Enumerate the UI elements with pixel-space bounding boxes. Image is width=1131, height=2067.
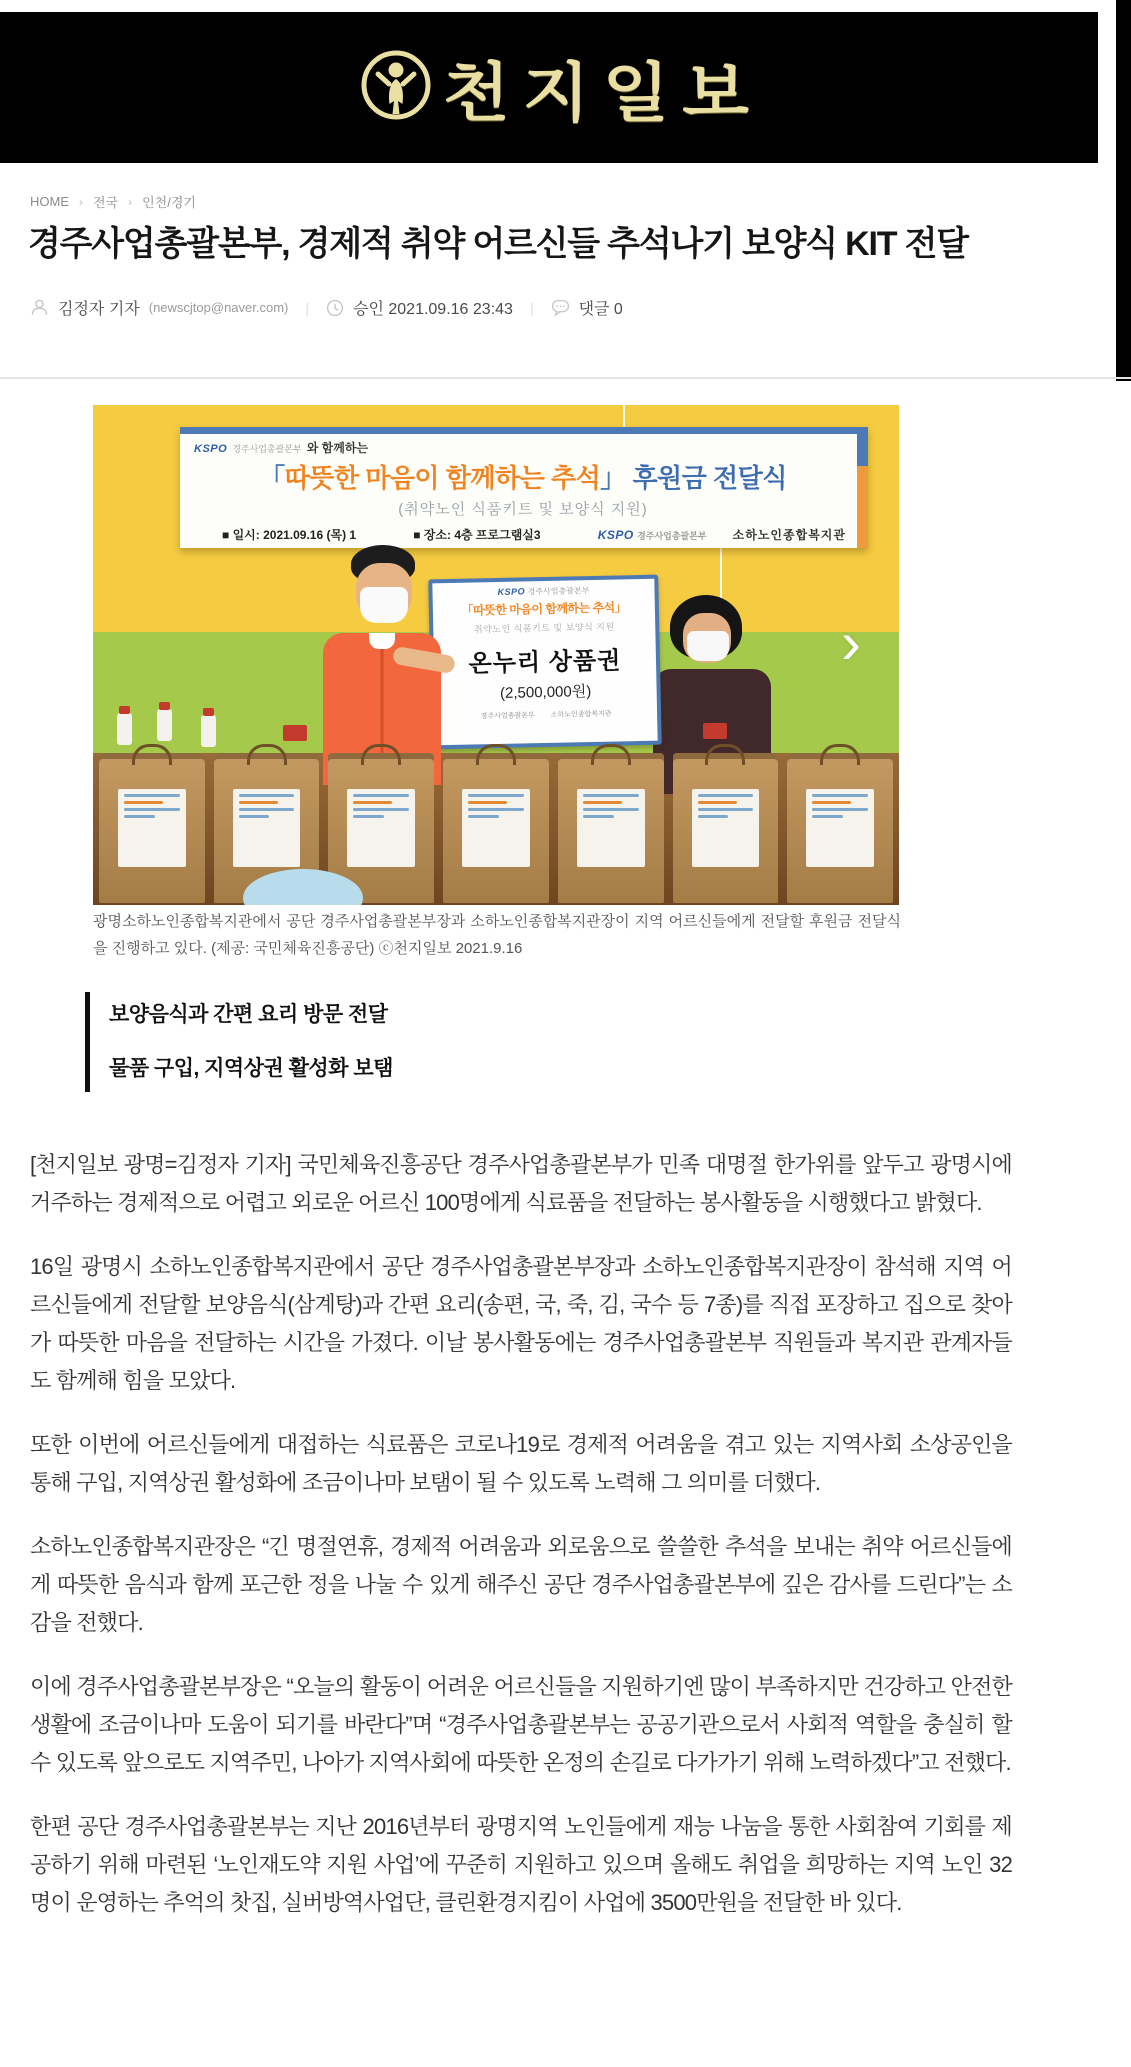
byline-divider: | xyxy=(305,299,310,316)
man-mask xyxy=(360,587,408,623)
sign-subtitle: 취약노인 식품키트 및 보양식 지원 xyxy=(473,621,615,635)
sign-amount: (2,500,000원) xyxy=(499,683,592,702)
gift-bag xyxy=(673,753,779,903)
kspo-logo: KSPO xyxy=(194,443,228,455)
pull-quote-line: 보양음식과 간편 요리 방문 전달 xyxy=(109,1003,388,1026)
sign-gift-name: 온누리 상품권 xyxy=(468,647,622,678)
comment-icon xyxy=(551,298,570,317)
food-box xyxy=(703,723,727,739)
gift-bag xyxy=(558,753,664,903)
food-bottle xyxy=(117,713,132,745)
food-bottle xyxy=(157,709,172,741)
article-photo xyxy=(93,405,899,905)
article-paragraph: 또한 이번에 어르신들에게 대접하는 식료품은 코로나19로 경제적 어려움을 겪고 있는 지역사회 소상공인을 통해 구입, 지역상권 활성화에 조금이나마 보탬이 될 수 있도록 노력해 그 의미를 더했다. xyxy=(30,1432,1012,1495)
sign-title: 「따뜻한 마음이 함께하는 추석」 xyxy=(461,600,627,618)
site-header xyxy=(0,12,1098,163)
donation-sign-board: KSPO 경주사업총괄본부 「따뜻한 마음이 함께하는 추석」 취약노인 식품키트 및 보양식 지원 온누리 상품권 (2,500,000원) 경주사업총괄본부 소하노인종합복지관 xyxy=(428,575,662,750)
banner-info: ■ 일시: 2021.09.16 (목) 1 ■ 장소: 4층 프로그램실3 KSPO 경주사업총괄본부 소하노인종합복지관 xyxy=(222,528,846,542)
woman-mask xyxy=(687,631,729,661)
ceremony-banner: KSPO 경주사업총괄본부 와 함께하는 「따뜻한 마음이 함께하는 추석」 후원금 전달식 (취약노인 식품키트 및 보양식 지원) ■ 일시: 2021.09.16 (목) 1 ■ 장소: 4층 프로그램실3 KSPO 경주사업총괄본부 소하노인종합복지관 xyxy=(180,427,868,548)
site-logo-icon xyxy=(359,48,433,127)
banner-title: 「따뜻한 마음이 함께하는 추석」 후원금 전달식 xyxy=(259,463,787,493)
clock-icon xyxy=(326,299,344,317)
section-divider xyxy=(0,377,1131,379)
banner-date: ■ 일시: 2021.09.16 (목) 1 xyxy=(222,528,357,542)
article-byline xyxy=(30,296,623,319)
gift-bag xyxy=(443,753,549,903)
pull-quote-line: 물품 구입, 지역상권 활성화 보탬 xyxy=(109,1057,393,1080)
breadcrumb-home[interactable]: HOME xyxy=(30,194,69,209)
pull-quote xyxy=(85,992,393,1092)
article-paragraph: 소하노인종합복지관장은 “긴 명절연휴, 경제적 어려움과 외로움으로 쓸쓸한 추석을 보내는 취약 어르신들에게 따뜻한 음식과 함께 포근한 정을 나눌 수 있게 해주신 공단 경주사업총괄본부에 깊은 감사를 드린다”는 소감을 전했다. xyxy=(30,1534,1012,1635)
banner-place: ■ 장소: 4층 프로그램실3 xyxy=(413,528,541,542)
welfare-center-logo: 소하노인종합복지관 xyxy=(732,528,846,542)
breadcrumb-separator-icon: › xyxy=(79,194,83,209)
breadcrumb-national[interactable]: 전국 xyxy=(93,195,119,210)
gift-bag-row xyxy=(99,753,893,903)
article-paragraph: 16일 광명시 소하노인종합복지관에서 공단 경주사업총괄본부장과 소하노인종합복지관장이 참석해 지역 어르신들에게 전달할 보양음식(삼계탕)과 간편 요리(송편, 국, 죽, 김, 국수 등 7종)를 직접 포장하고 집으로 찾아가 따뜻한 마음을 전달하는 시간을 가졌다. 이날 봉사활동에는 경주사업총괄본부 직원들과 복지관 관계자들도 함께해 힘을 모았다. xyxy=(30,1254,1012,1393)
breadcrumb-separator-icon: › xyxy=(128,194,133,209)
article-paragraph: 이에 경주사업총괄본부장은 “오늘의 활동이 어려운 어르신들을 지원하기엔 많이 부족하지만 건강하고 안전한 생활에 조금이나마 도움이 되기를 바란다”며 “경주사업총괄본부는 공공기관으로서 사회적 역할을 충실히 할 수 있도록 앞으로도 지역주민, 나아가 지역사회에 따뜻한 온정의 손길로 다가가기 위해 노력하겠다”고 전했다. xyxy=(30,1674,1012,1775)
breadcrumb xyxy=(30,192,196,211)
site-logo[interactable] xyxy=(359,42,763,134)
right-edge-strip xyxy=(1116,0,1131,381)
gift-bag xyxy=(99,753,205,903)
reporter-email[interactable]: (newscjtop@naver.com) xyxy=(148,300,289,315)
gift-bag xyxy=(787,753,893,903)
publish-date: 승인 2021.09.16 23:43 xyxy=(353,301,513,318)
food-box xyxy=(283,725,307,741)
comment-count[interactable]: 댓글 0 xyxy=(578,301,623,318)
article-body xyxy=(30,1146,1012,1948)
article-paragraph: 한편 공단 경주사업총괄본부는 지난 2016년부터 광명지역 노인들에게 재능 나눔을 통한 사회참여 기회를 제공하기 위해 마련된 ‘노인재도약 지원 사업’에 꾸준히 지원하고 있으며 올해도 취업을 희망하는 지역 노인 32명이 운영하는 추억의 찻집, 실버방역사업단, 클린환경지킴이 사업에 3500만원을 전달한 바 있다. xyxy=(30,1814,1012,1915)
article-title: 경주사업총괄본부, 경제적 취약 어르신들 추석나기 보양식 KIT 전달 xyxy=(28,225,968,263)
breadcrumb-region[interactable]: 인천/경기 xyxy=(142,195,196,210)
article-paragraph: [천지일보 광명=김정자 기자] 국민체육진흥공단 경주사업총괄본부가 민족 대명절 한가위를 앞두고 광명시에 거주하는 경제적으로 어렵고 외로운 어르신 100명에게 식료품을 전달하는 봉사활동을 시행했다고 밝혔다. xyxy=(30,1152,1012,1215)
reporter-name[interactable]: 김정자 기자 xyxy=(58,301,140,318)
food-bottle xyxy=(201,715,216,747)
reporter-icon xyxy=(30,298,49,317)
carousel-next-icon[interactable]: › xyxy=(841,609,861,676)
site-logo-text: 천지일보 xyxy=(443,56,763,129)
photo-caption: 광명소하노인종합복지관에서 공단 경주사업총괄본부장과 소하노인종합복지관장이 지역 어르신들에게 전달할 후원금 전달식을 진행하고 있다. (제공: 국민체육진흥공단) ⓒ천지일보 2021.9.16 xyxy=(93,913,901,957)
banner-subtitle: (취약노인 식품키트 및 보양식 지원) xyxy=(398,501,648,518)
byline-divider: | xyxy=(529,299,534,316)
